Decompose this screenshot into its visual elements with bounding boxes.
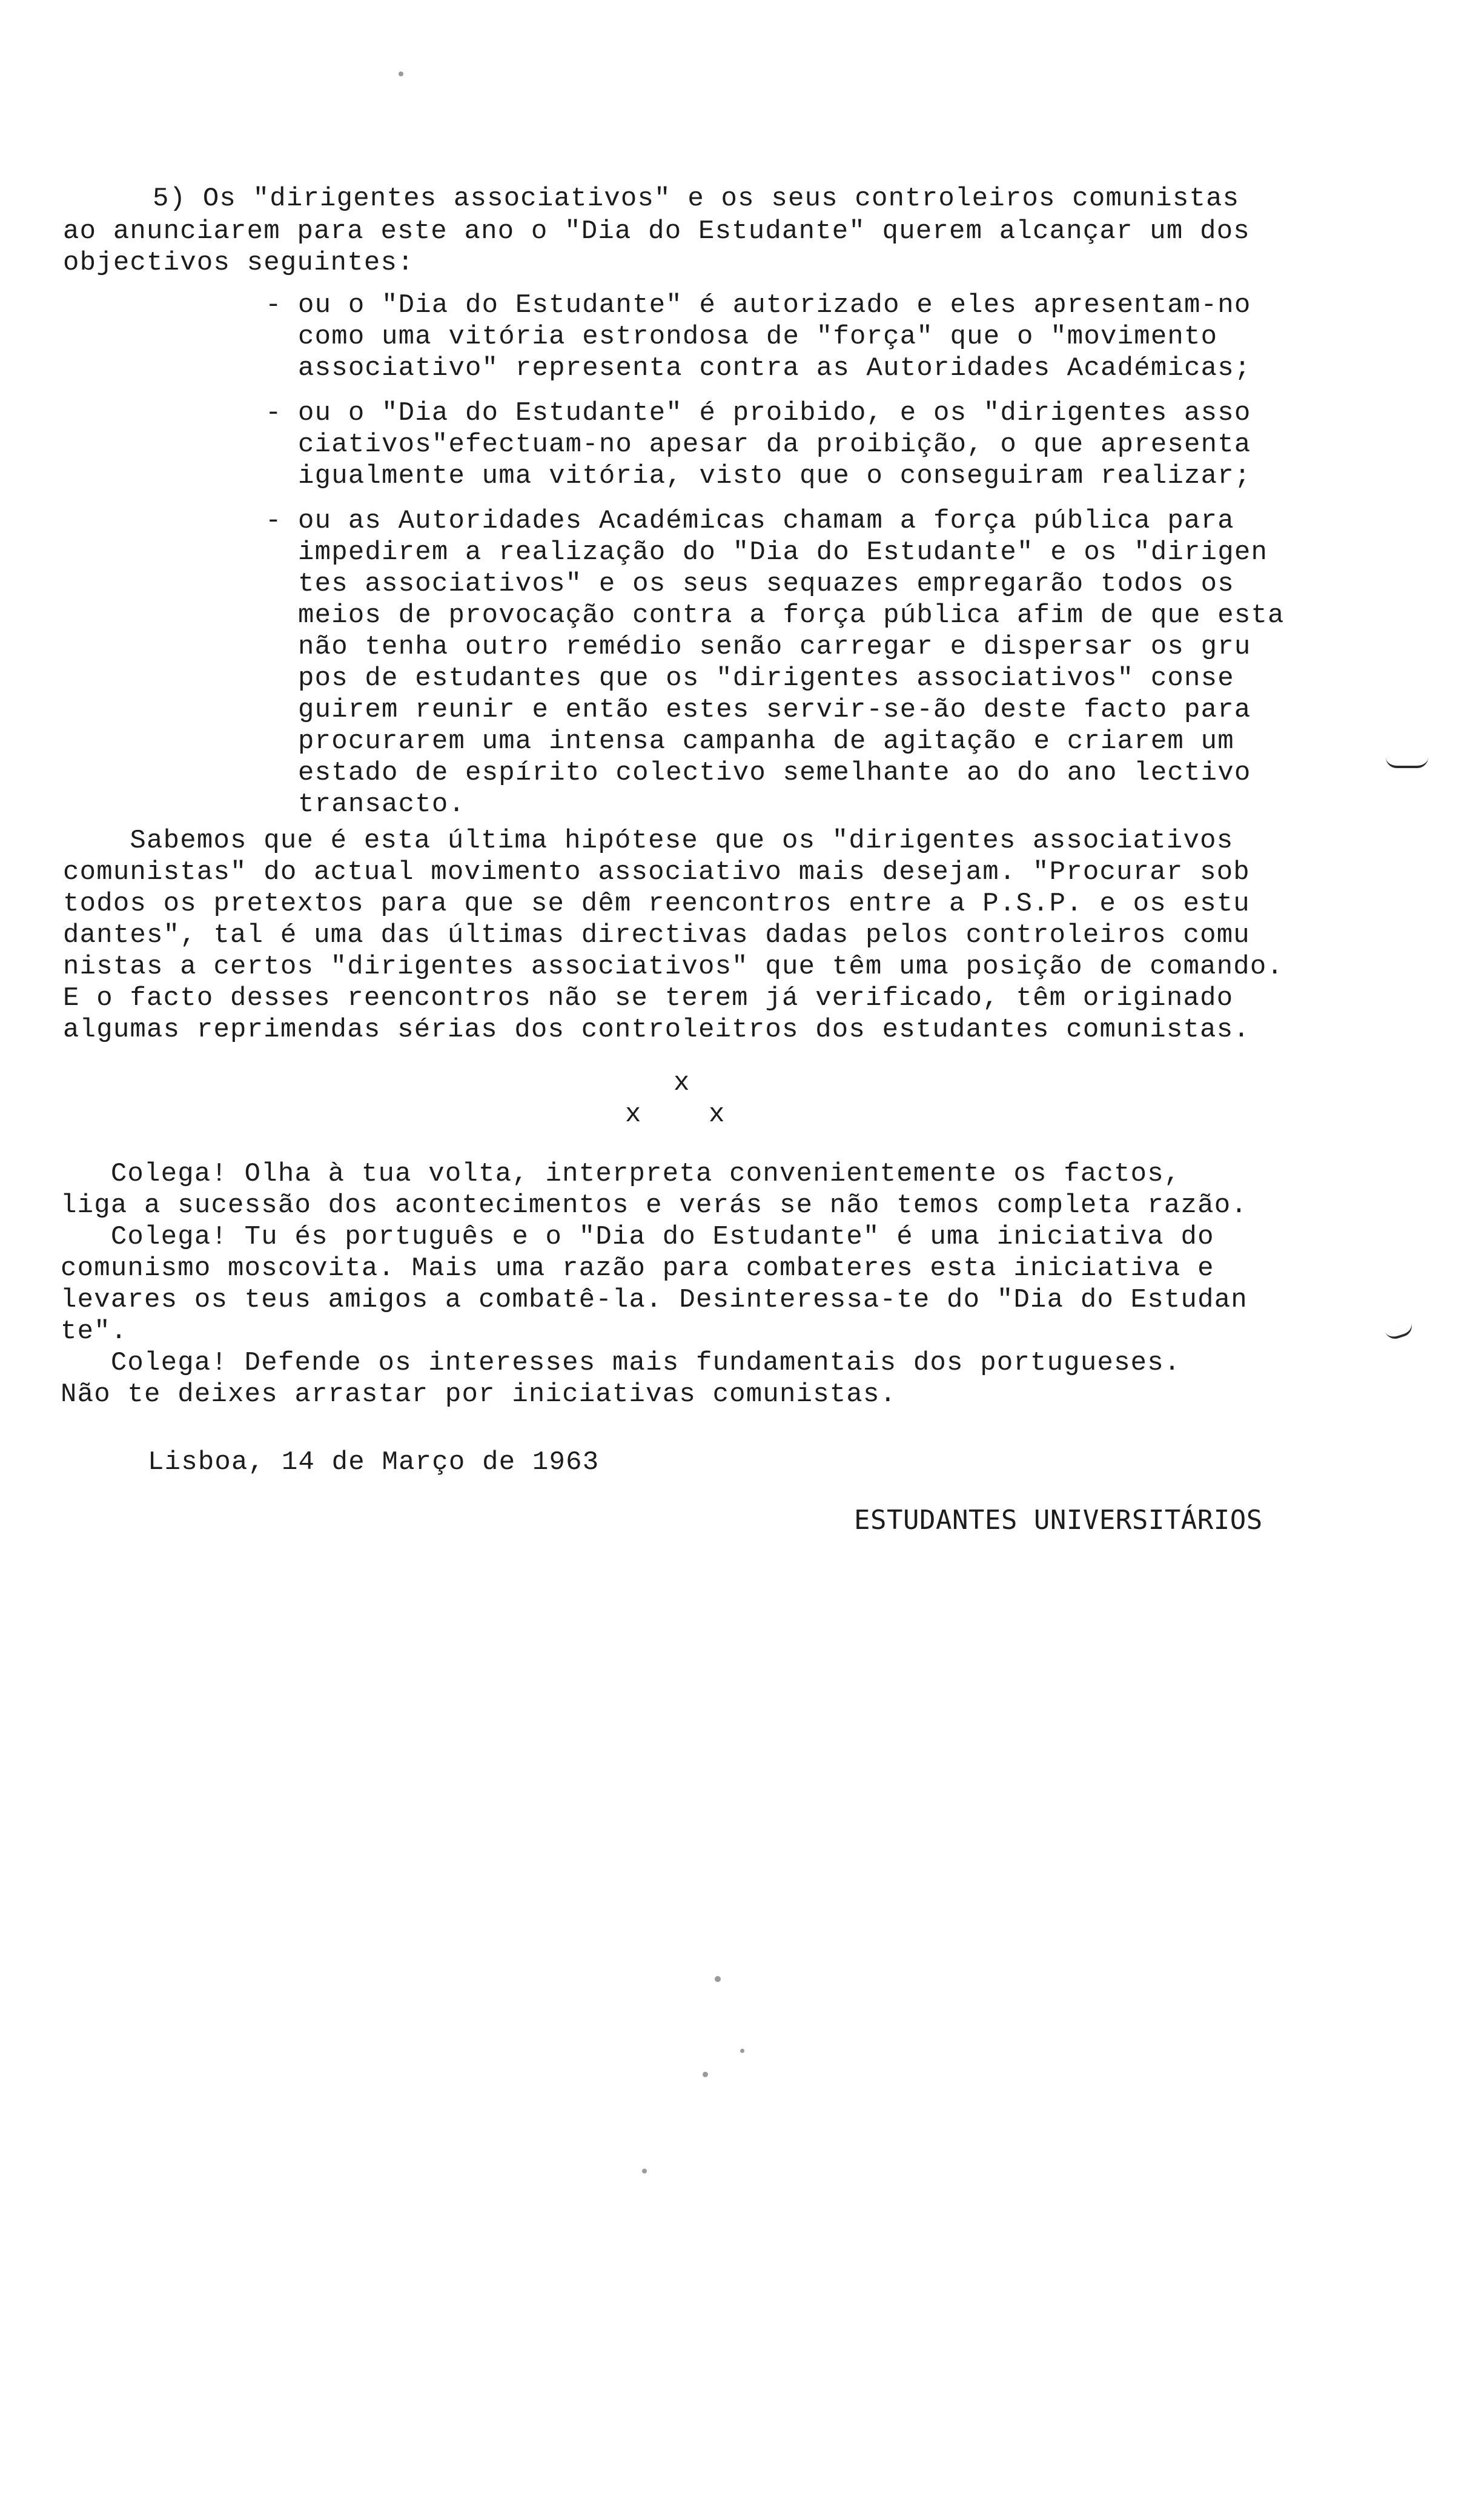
separator-bottom: x x bbox=[625, 1099, 726, 1130]
colega-line-4: comunismo moscovita. Mais uma razão para combateres esta iniciativa e bbox=[61, 1253, 1214, 1284]
sabemos-line-5: nistas a certos "dirigentes associativos" que têm uma posição de comando. bbox=[63, 952, 1284, 982]
colega-line-5: levares os teus amigos a combatê-la. Desinteressa-te do "Dia do Estudan bbox=[61, 1285, 1248, 1315]
section5-line-1: 5) Os "dirigentes associativos" e os seus controleiros comunistas bbox=[153, 184, 1240, 214]
sabemos-line-4: dantes", tal é uma das últimas directivas dadas pelos controleiros comu bbox=[63, 920, 1250, 950]
bullet-1-line-1: ou o "Dia do Estudante" é autorizado e eles apresentam-no bbox=[298, 290, 1251, 320]
bullet-3-line-6: pos de estudantes que os "dirigentes associativos" conse bbox=[298, 663, 1234, 694]
margin-pen-mark bbox=[1385, 1322, 1414, 1341]
colega-line-3: Colega! Tu és português e o "Dia do Estudante" é uma iniciativa do bbox=[61, 1222, 1214, 1252]
section5-line-2: ao anunciarem para este ano o "Dia do Estudante" querem alcançar um dos bbox=[63, 216, 1250, 247]
bullet-1-line-2: como uma vitória estrondosa de "força" que o "movimento bbox=[298, 322, 1218, 352]
bullet-3-line-10: transacto. bbox=[298, 789, 466, 820]
bullet-2-line-2: ciativos"efectuam-no apesar da proibição, o que apresenta bbox=[298, 429, 1251, 460]
colega-line-6: te". bbox=[61, 1316, 128, 1347]
bullet-3-line-8: procurarem uma intensa campanha de agitação e criarem um bbox=[298, 726, 1234, 757]
scan-speck bbox=[399, 71, 403, 76]
scan-speck bbox=[703, 2072, 708, 2077]
dateline: Lisboa, 14 de Março de 1963 bbox=[148, 1447, 600, 1477]
colega-line-1: Colega! Olha à tua volta, interpreta convenientemente os factos, bbox=[61, 1159, 1181, 1189]
sabemos-line-2: comunistas" do actual movimento associativo mais desejam. "Procurar sob bbox=[63, 857, 1250, 887]
bullet-1-marker: - bbox=[265, 290, 282, 320]
bullet-1-line-3: associativo" representa contra as Autoridades Académicas; bbox=[298, 353, 1251, 383]
sabemos-line-6: E o facto desses reencontros não se terem já verificado, têm originado bbox=[63, 983, 1234, 1013]
scan-speck bbox=[642, 2169, 647, 2174]
bullet-3-line-4: meios de provocação contra a força pública afim de que esta bbox=[298, 600, 1285, 631]
bullet-3-line-1: ou as Autoridades Académicas chamam a força pública para bbox=[298, 506, 1234, 536]
bullet-2-line-1: ou o "Dia do Estudante" é proibido, e os "dirigentes asso bbox=[298, 398, 1251, 428]
colega-line-2: liga a sucessão dos acontecimentos e verás se não temos completa razão. bbox=[61, 1190, 1248, 1221]
bullet-3-line-9: estado de espírito colectivo semelhante ao do ano lectivo bbox=[298, 758, 1251, 788]
bullet-3-line-3: tes associativos" e os seus sequazes empregarão todos os bbox=[298, 569, 1234, 599]
sabemos-line-3: todos os pretextos para que se dêm reencontros entre a P.S.P. e os estu bbox=[63, 889, 1250, 919]
bullet-3-line-2: impedirem a realização do "Dia do Estudante" e os "dirigen bbox=[298, 537, 1268, 568]
scan-speck bbox=[715, 1976, 721, 1982]
sabemos-line-7: algumas reprimendas sérias dos controleitros dos estudantes comunistas. bbox=[63, 1015, 1250, 1045]
bullet-2-line-3: igualmente uma vitória, visto que o conseguiram realizar; bbox=[298, 461, 1251, 491]
bullet-2-marker: - bbox=[265, 398, 282, 428]
bullet-3-line-7: guirem reunir e então estes servir-se-ão deste facto para bbox=[298, 695, 1251, 725]
margin-pen-mark bbox=[1386, 757, 1428, 768]
colega-line-7: Colega! Defende os interesses mais fundamentais dos portugueses. bbox=[61, 1348, 1181, 1378]
scan-speck bbox=[740, 2049, 744, 2053]
signature: ESTUDANTES UNIVERSITÁRIOS bbox=[854, 1505, 1263, 1536]
sabemos-line-1: Sabemos que é esta última hipótese que os "dirigentes associativos bbox=[63, 826, 1234, 856]
bullet-3-line-5: não tenha outro remédio senão carregar e dispersar os gru bbox=[298, 632, 1251, 662]
bullet-3-marker: - bbox=[265, 506, 282, 536]
separator-top: x bbox=[674, 1068, 690, 1098]
section5-line-3: objectivos seguintes: bbox=[63, 248, 414, 278]
colega-line-8: Não te deixes arrastar por iniciativas comunistas. bbox=[61, 1379, 897, 1410]
